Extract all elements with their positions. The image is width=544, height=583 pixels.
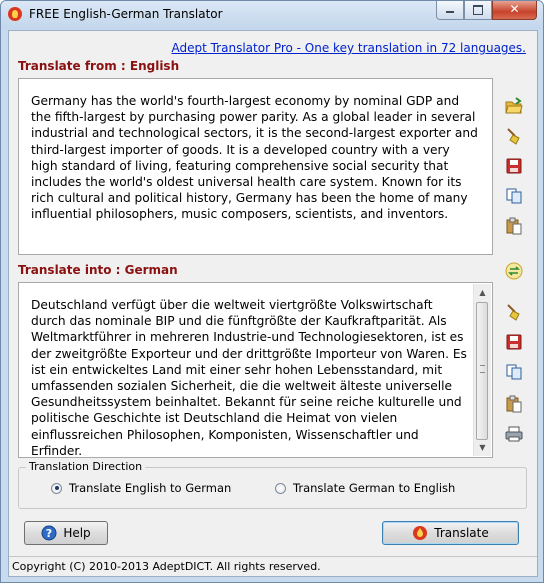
target-language-label: Translate into : German	[18, 263, 178, 277]
translate-button[interactable]	[382, 521, 519, 545]
copyright-text: Copyright (C) 2010-2013 AdeptDICT. All rights reserved.	[12, 560, 321, 573]
swap-arrows-icon[interactable]	[505, 262, 523, 280]
source-text: Germany has the world's fourth-largest economy by nominal GDP and the fifth-largest by purchasing power parity. As a global leader in several industrial and technological sectors, it is the second-largest exporter and third-largest importer of goods. It is a developed country with a very high standard of living, featuring comprehensive social security that includes the world's oldest universal health care system. Known for its rich cultural and political history, Germany has been the home of many influential philosophers, music composers, scientists, and inventors.	[31, 94, 482, 222]
broom-clear-icon[interactable]	[505, 303, 523, 321]
scrollbar-thumb[interactable]	[476, 302, 488, 440]
minimize-icon	[446, 11, 454, 13]
maximize-icon	[473, 5, 483, 15]
save-disk-icon[interactable]	[505, 333, 523, 351]
paste-icon[interactable]	[505, 217, 523, 235]
target-text-area[interactable]	[18, 282, 493, 458]
svg-text:?: ?	[46, 527, 53, 540]
radio-button-checked[interactable]	[51, 483, 62, 494]
caption-buttons	[436, 1, 537, 20]
scroll-down-arrow-icon[interactable]: ▼	[479, 443, 486, 452]
paste-icon[interactable]	[505, 395, 523, 413]
translation-direction-group	[18, 460, 527, 509]
broom-clear-icon[interactable]	[505, 127, 523, 145]
title-bar[interactable]	[1, 1, 543, 29]
minimize-button[interactable]	[436, 1, 464, 20]
source-text-area[interactable]	[18, 78, 493, 255]
maximize-button[interactable]	[464, 1, 492, 20]
close-icon: ✕	[509, 2, 520, 16]
radio-label-german-to-english: Translate German to English	[293, 481, 456, 495]
radio-button-unchecked[interactable]	[275, 483, 286, 494]
radio-label-english-to-german: Translate English to German	[69, 481, 232, 495]
translate-button-label: Translate	[434, 526, 489, 540]
status-bar	[9, 556, 537, 576]
radio-german-to-english[interactable]	[275, 481, 455, 495]
app-logo-icon	[8, 7, 22, 21]
scroll-up-arrow-icon[interactable]: ▲	[479, 288, 486, 297]
target-text: Deutschland verfügt über die weltweit viertgrößte Volkswirtschaft durch das nominale BIP und die fünftgrößte der Kaufkraftparität. Als Weltmarktführer in mehreren Industrie-und Technologiesektoren, ist es der zweitgrößte Exporteur und der drittgrößte Importeur von Waren. Es ist ein entwickeltes Land mit einer sehr hohen Lebensstandard, mit umfassenden sozialen Sicherheit, die die weltweit älteste universelle Gesundheitssystem beinhaltet. Bekannt für seine reiche kulturelle und politische Geschichte ist Deutschland die Heimat von vielen einflussreichen Philosophen, Komponisten, Wissenschaftler und Erfinder.	[31, 298, 471, 458]
close-button[interactable]	[492, 1, 537, 20]
main-panel	[8, 30, 538, 577]
target-scrollbar[interactable]	[473, 284, 491, 456]
source-language-label: Translate from : English	[18, 59, 180, 73]
printer-icon[interactable]	[505, 425, 523, 443]
copy-icon[interactable]	[505, 187, 523, 205]
copy-icon[interactable]	[505, 363, 523, 381]
window-title: FREE English-German Translator	[29, 7, 223, 21]
promo-link[interactable]: Adept Translator Pro - One key translation in 72 languages.	[171, 41, 526, 55]
radio-english-to-german[interactable]	[51, 481, 231, 495]
help-icon	[41, 525, 57, 541]
translation-direction-title: Translation Direction	[26, 460, 145, 473]
help-button[interactable]	[24, 521, 108, 545]
open-folder-icon[interactable]	[505, 97, 523, 115]
save-disk-icon[interactable]	[505, 157, 523, 175]
translate-flame-icon	[412, 525, 428, 541]
help-button-label: Help	[63, 526, 91, 540]
